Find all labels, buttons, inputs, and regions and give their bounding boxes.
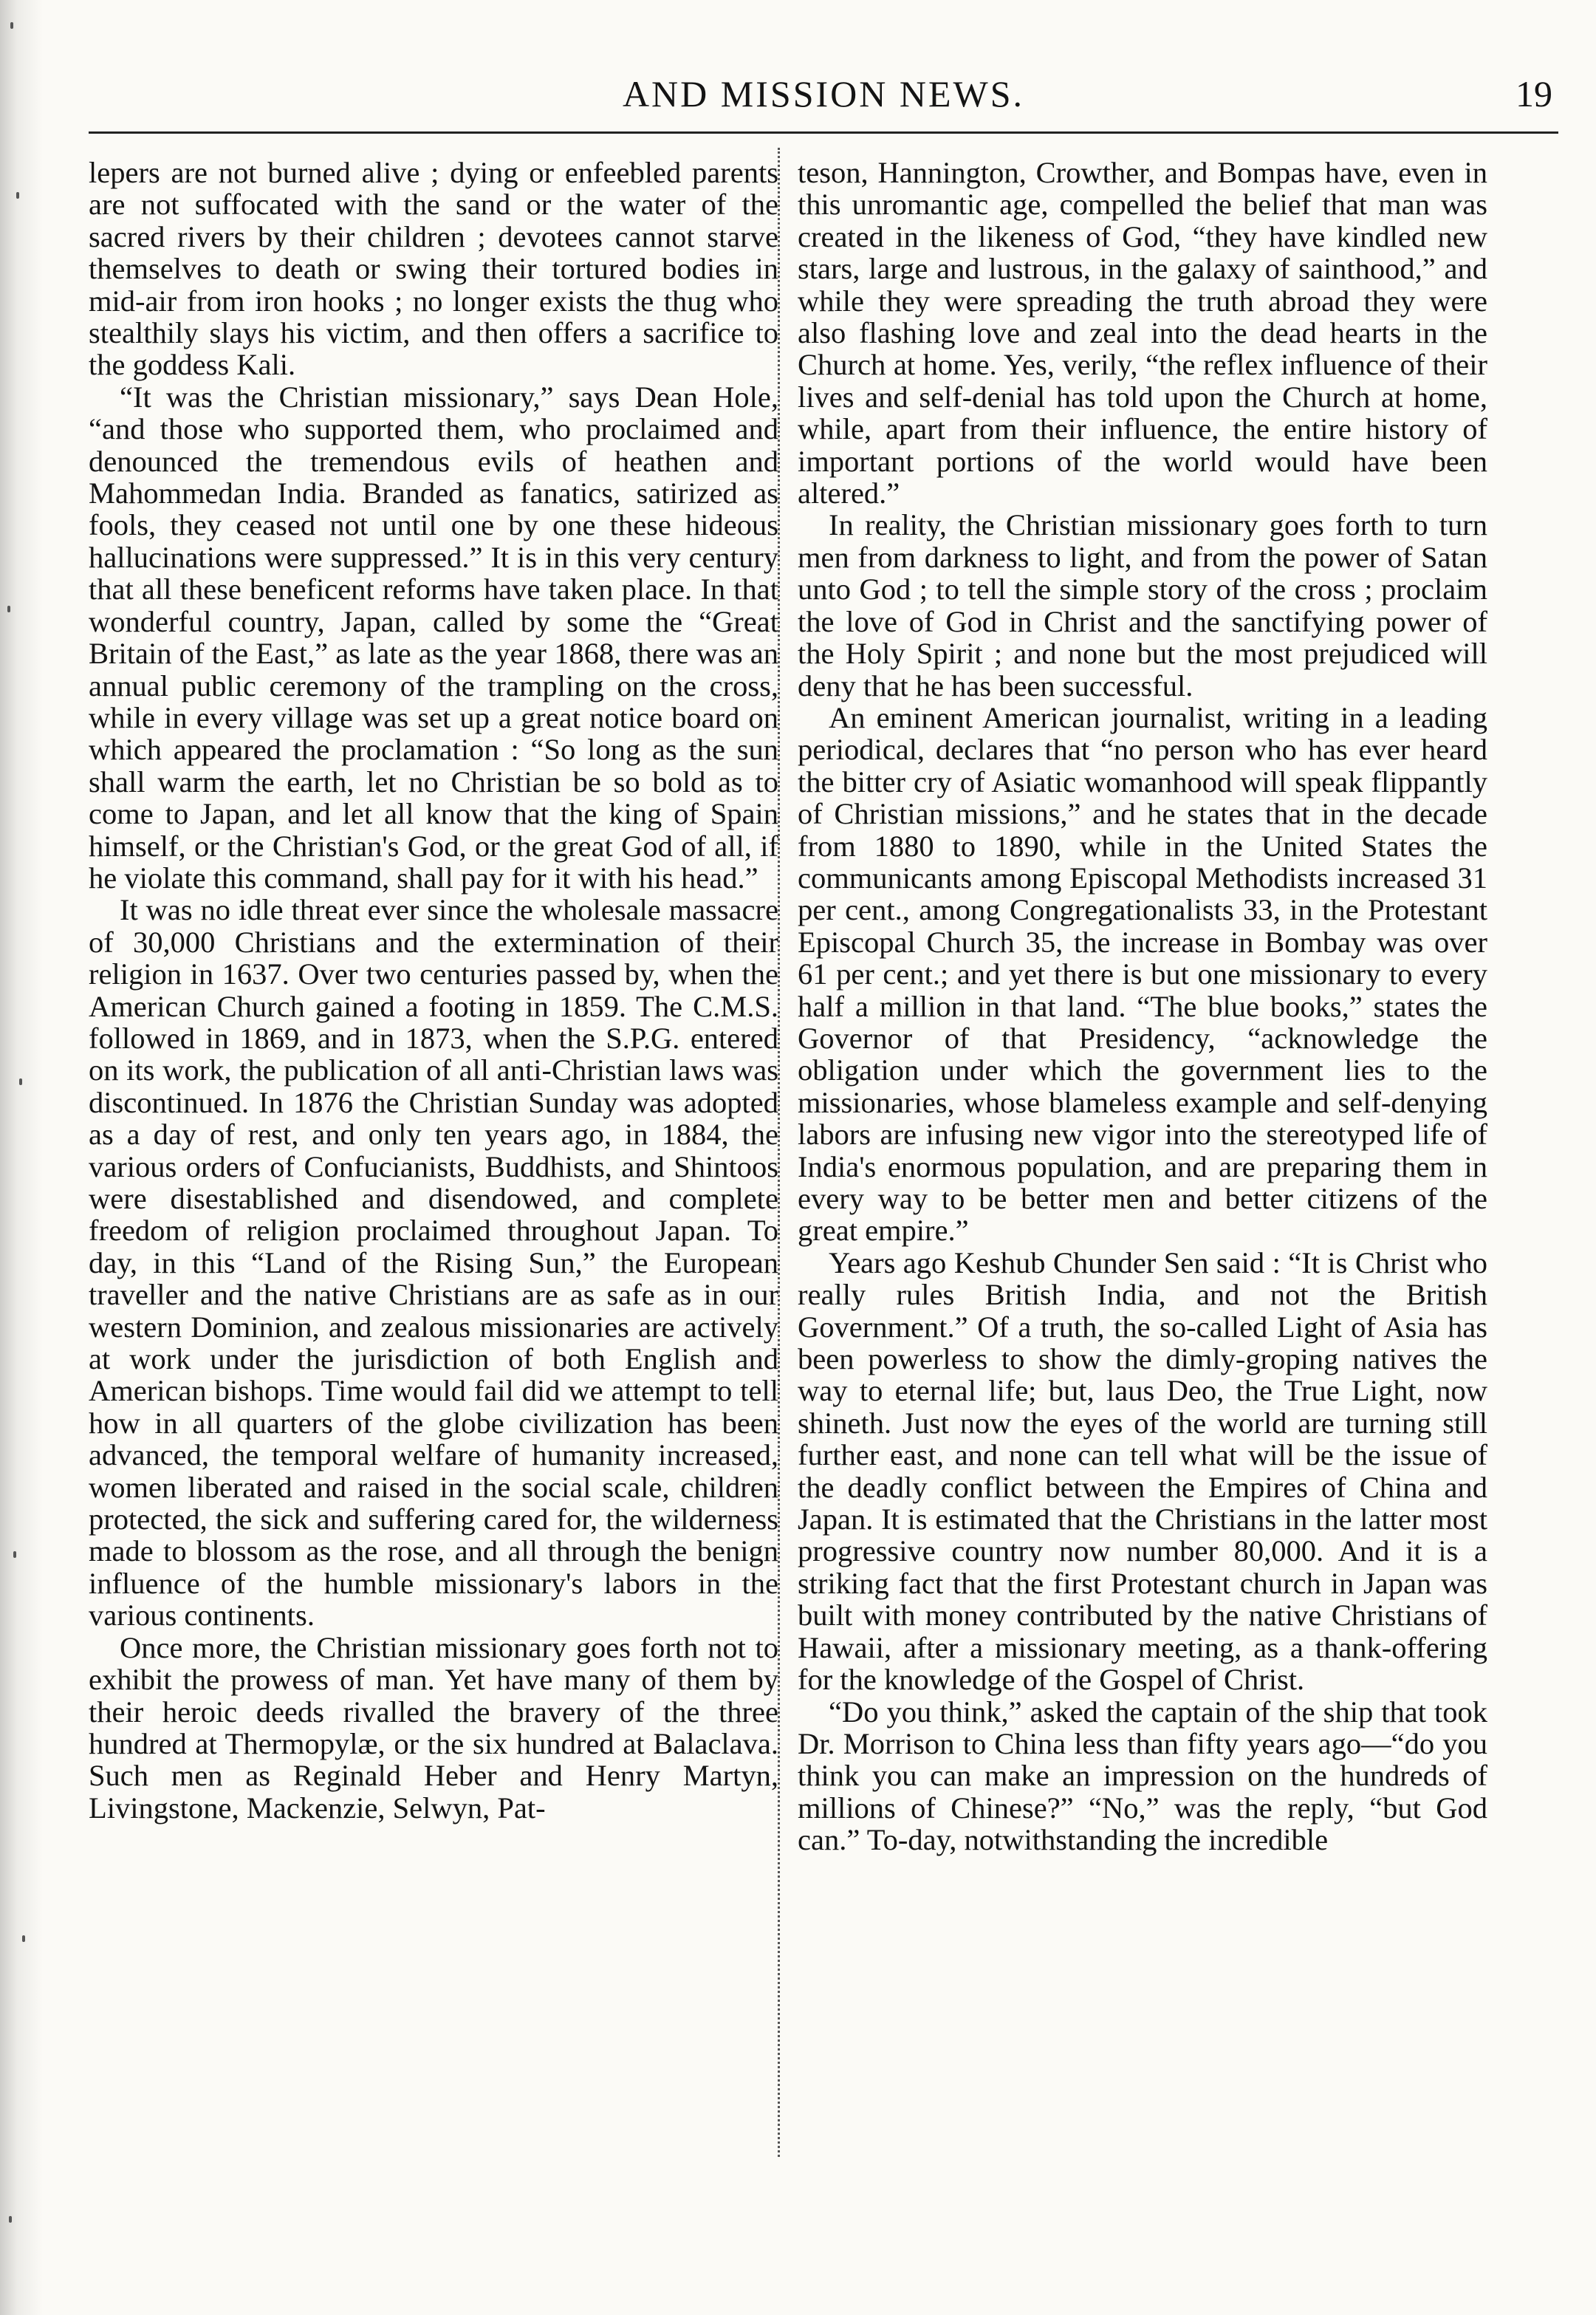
page-number: 19	[1515, 73, 1552, 114]
right-column	[798, 157, 1487, 1856]
scan-mark	[13, 1551, 16, 1558]
running-title: AND MISSION NEWS.	[622, 73, 1025, 114]
scan-edge	[0, 0, 43, 2315]
scan-mark	[7, 606, 10, 612]
page-header	[89, 65, 1558, 124]
column-divider	[778, 148, 780, 2157]
paragraph: Years ago Keshub Chunder Sen said : “It is Christ who really rules British India, and not the British Government.” Of a truth, the so-called Light of Asia has been powerless to show the dimly-groping natives the way to eternal life; but, laus Deo, the True Light, now shineth. Just now the eyes of the world are turning still further east, and none can tell what will be the issue of the deadly conflict between the Empires of China and Japan. It is estimated that the Christians in the latter most progressive country now number 80,000. And it is a striking fact that the first Protestant church in Japan was built with money contributed by the native Christians of Hawaii, after a missionary meeting, as a thank-offering for the knowledge of the Gospel of Christ.	[798, 1245, 1487, 1697]
paragraph: teson, Hannington, Crowther, and Bompas have, even in this unromantic age, compelled the belief that man was created in the likeness of God, “they have kindled new stars, large and lustrous, in the galaxy of sainthood,” and while they were spreading the truth abroad they were also flashing love and zeal into the dead hearts in the Church at home. Yes, verily, “the reflex influence of their lives and self-denial has told upon the Church at home, while, apart from their influence, the entire history of important portions of the world would have been altered.”	[798, 156, 1487, 510]
scan-mark	[22, 1935, 25, 1942]
paragraph: Once more, the Christian missionary goes forth not to exhibit the prowess of man. Yet have many of them by their heroic deeds rivalled the bravery of the three hundred at Thermopylæ, or the six hundred at Balaclava. Such men as Reginald Heber and Henry Martyn, Livingstone, Mackenzie, Selwyn, Pat-	[89, 1630, 778, 1825]
scan-mark	[10, 22, 13, 29]
header-rule	[89, 131, 1558, 134]
scan-mark	[19, 1078, 22, 1085]
paragraph: “It was the Christian missionary,” says Dean Hole, “and those who supported them, who proclaimed and denounced the tremendous evils of heathen and Mahommedan India. Branded as fanatics, satirized as fools, they ceased not until one by one these hideous hallucinations were suppressed.” It is in this very century that all these beneficent reforms have taken place. In that wonderful country, Japan, called by some the “Great Britain of the East,” as late as the year 1868, there was an annual public ceremony of the trampling on the cross, while in every village was set up a great notice board on which appeared the proclamation : “So long as the sun shall warm the earth, let no Christian be so bold as to come to Japan, and let all know that the king of Spain himself, or the Christian's God, or the great God of all, if he violate this command, shall pay for it with his head.”	[89, 380, 778, 895]
left-column	[89, 157, 778, 1824]
paragraph: An eminent American journalist, writing in a leading periodical, declares that “no person who has ever heard the bitter cry of Asiatic womanhood will speak flippantly of Christian missions,” and he states that in the decade from 1880 to 1890, while in the United States the communicants among Episcopal Methodists increased 31 per cent., among Congregationalists 33, in the Protestant Episcopal Church 35, the increase in Bombay was over 61 per cent.; and yet there is but one missionary to every half a million in that land. “The blue books,” states the Governor of that Presidency, “acknowledge the obligation under which the government lies to the missionaries, whose blameless example and self-denying labors are infusing new vigor into the stereotyped life of India's enormous population, and are preparing them in every way to be better men and better citizens of the great empire.”	[798, 700, 1487, 1248]
paragraph: It was no idle threat ever since the wholesale massacre of 30,000 Christians and the extermination of their religion in 1637. Over two centuries passed by, when the American Church gained a footing in 1859. The C.M.S. followed in 1869, and in 1873, when the S.P.G. entered on its work, the publication of all anti-Christian laws was discontinued. In 1876 the Christian Sunday was adopted as a day of rest, and only ten years ago, in 1884, the various orders of Confucianists, Buddhists, and Shintoos were disestablished and disendowed, and complete freedom of religion proclaimed throughout Japan. To day, in this “Land of the Rising Sun,” the European traveller and the native Christians are as safe as in our western Dominion, and zealous missionaries are actively at work under the jurisdiction of both English and American bishops. Time would fail did we attempt to tell how in all quarters of the globe civilization has been advanced, the temporal welfare of humanity increased, women liberated and raised in the social scale, children protected, the sick and suffering cared for, the wilderness made to blossom as the rose, and all through the benign influence of the humble missionary's labors in the various continents.	[89, 893, 778, 1632]
paragraph: In reality, the Christian missionary goes forth to turn men from darkness to light, and from the power of Satan unto God ; to tell the simple story of the cross ; proclaim the love of God in Christ and the sanctifying power of the Holy Spirit ; and none but the most prejudiced will deny that he has been successful.	[798, 508, 1487, 702]
scan-mark	[16, 192, 19, 199]
paragraph: “Do you think,” asked the captain of the ship that took Dr. Morrison to China less than fifty years ago—“do you think you can make an impression on the hundreds of millions of Chinese?” “No,” was the reply, “but God can.” To-day, notwithstanding the incredible	[798, 1695, 1487, 1857]
scan-mark	[9, 2216, 12, 2223]
paragraph: lepers are not burned alive ; dying or enfeebled parents are not suffocated with the sand or the water of the sacred rivers by their children ; devotees cannot starve themselves to death or swing their tortured bodies in mid-air from iron hooks ; no longer exists the thug who stealthily slays his victim, and then offers a sacrifice to the goddess Kali.	[89, 156, 778, 382]
